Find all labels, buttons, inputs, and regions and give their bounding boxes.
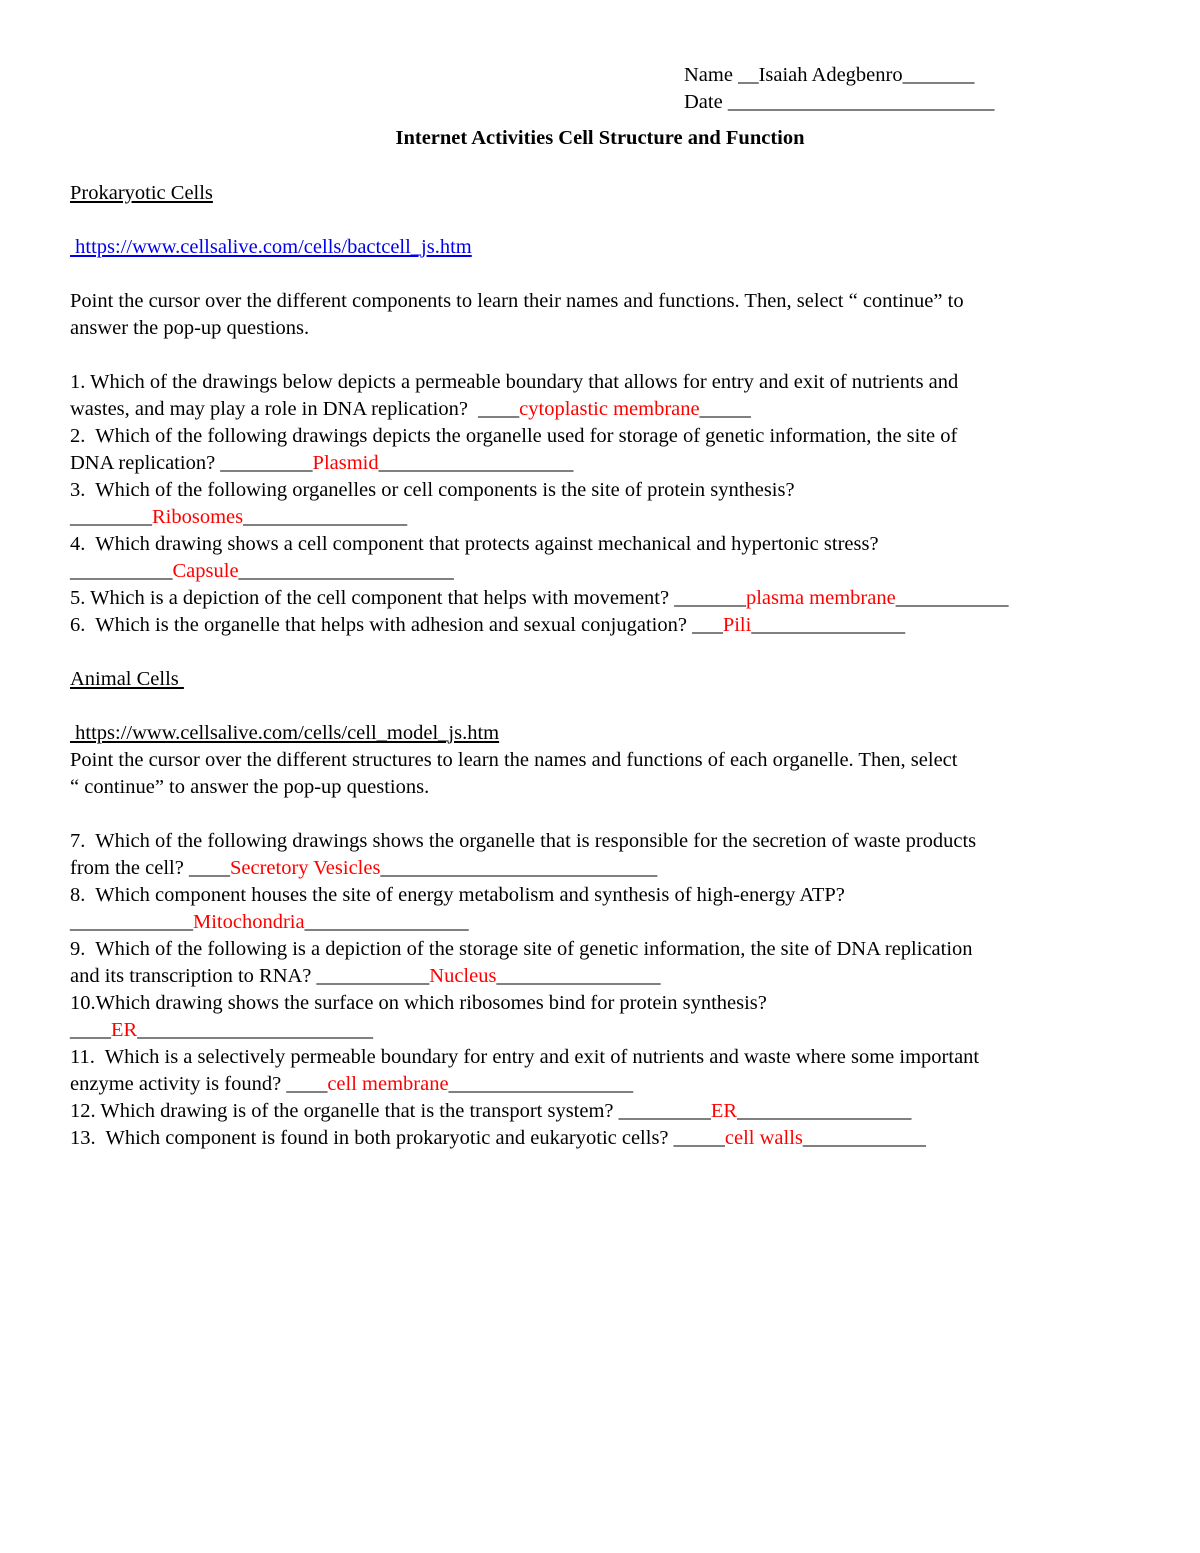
prokaryotic-intro-line: answer the pop-up questions. (70, 317, 310, 339)
answer-8: Mitochondria (193, 911, 305, 933)
spacer (70, 261, 1150, 288)
question-9-answer-line: and its transcription to RNA? ___________Nucleus________________ (70, 965, 661, 987)
question-13-line: 13. Which component is found in both prokaryotic and eukaryotic cells? _____cell walls____________ (70, 1127, 926, 1149)
name-label: Name (684, 64, 739, 86)
prokaryotic-heading: Prokaryotic Cells (70, 182, 213, 204)
answer-11: cell membrane (327, 1073, 449, 1095)
date-value: __________________________ (727, 91, 995, 113)
spacer (70, 639, 1150, 666)
answer-9: Nucleus (429, 965, 497, 987)
date-line (684, 89, 994, 116)
question-3-text: 3. Which of the following organelles or cell components is the site of protein synthesis? (70, 479, 795, 501)
answer-13: cell walls (724, 1127, 803, 1149)
animal-heading: Animal Cells (70, 668, 184, 690)
question-8-text: 8. Which component houses the site of energy metabolism and synthesis of high-energy ATP? (70, 884, 845, 906)
animal-intro-line: “ continue” to answer the pop-up questions. (70, 776, 430, 798)
question-4-answer-line: __________Capsule_____________________ (70, 560, 454, 582)
question-6-line: 6. Which is the organelle that helps with adhesion and sexual conjugation? ___Pili_______________ (70, 614, 906, 636)
answer-2: Plasmid (312, 452, 379, 474)
answer-5: plasma membrane (745, 587, 896, 609)
worksheet-body (70, 180, 1150, 1152)
question-1-answer-line: wastes, and may play a role in DNA replication? ____cytoplastic membrane_____ (70, 398, 751, 420)
prokaryotic-link[interactable]: https://www.cellsalive.com/cells/bactcell_js.htm (70, 236, 472, 258)
spacer (70, 693, 1150, 720)
question-11-answer-line: enzyme activity is found? ____cell membrane__________________ (70, 1073, 634, 1095)
question-10-answer-line: ____ER_______________________ (70, 1019, 373, 1041)
prokaryotic-intro-line: Point the cursor over the different components to learn their names and functions. Then, select “ continue” to (70, 290, 964, 312)
name-line (684, 62, 974, 89)
question-11-text: 11. Which is a selectively permeable boundary for entry and exit of nutrients and waste where some important (70, 1046, 980, 1068)
answer-6: Pili (722, 614, 752, 636)
question-4-text: 4. Which drawing shows a cell component that protects against mechanical and hypertonic stress? (70, 533, 879, 555)
question-2-text: 2. Which of the following drawings depicts the organelle used for storage of genetic information, the site of (70, 425, 958, 447)
page-title: Internet Activities Cell Structure and Function (395, 127, 805, 149)
animal-intro-line: Point the cursor over the different structures to learn the names and functions of each organelle. Then, select (70, 749, 958, 771)
spacer (70, 342, 1150, 369)
answer-1: cytoplastic membrane (519, 398, 700, 420)
spacer (70, 207, 1150, 234)
question-10-text: 10.Which drawing shows the surface on which ribosomes bind for protein synthesis? (70, 992, 767, 1014)
question-9-text: 9. Which of the following is a depiction of the storage site of genetic information, the site of DNA replication (70, 938, 973, 960)
question-1-text: 1. Which of the drawings below depicts a permeable boundary that allows for entry and exit of nutrients and (70, 371, 959, 393)
answer-10: ER (111, 1019, 138, 1041)
date-label: Date (684, 91, 728, 113)
question-7-text: 7. Which of the following drawings shows the organelle that is responsible for the secretion of waste products (70, 830, 977, 852)
question-12-line: 12. Which drawing is of the organelle that is the transport system? _________ER_________________ (70, 1100, 912, 1122)
question-7-answer-line: from the cell? ____Secretory Vesicles___________________________ (70, 857, 658, 879)
animal-link[interactable]: https://www.cellsalive.com/cells/cell_model_js.htm (70, 722, 500, 744)
spacer (70, 801, 1150, 828)
answer-12: ER (710, 1100, 738, 1122)
question-3-answer-line: ________Ribosomes________________ (70, 506, 408, 528)
name-value: __Isaiah Adegbenro_______ (738, 64, 975, 86)
answer-4: Capsule (172, 560, 239, 582)
answer-3: Ribosomes (152, 506, 244, 528)
answer-7: Secretory Vesicles (229, 857, 381, 879)
question-8-answer-line: ____________Mitochondria________________ (70, 911, 469, 933)
question-2-answer-line: DNA replication? _________Plasmid___________________ (70, 452, 574, 474)
question-5-line: 5. Which is a depiction of the cell component that helps with movement? _______plasma membrane___________ (70, 587, 1009, 609)
